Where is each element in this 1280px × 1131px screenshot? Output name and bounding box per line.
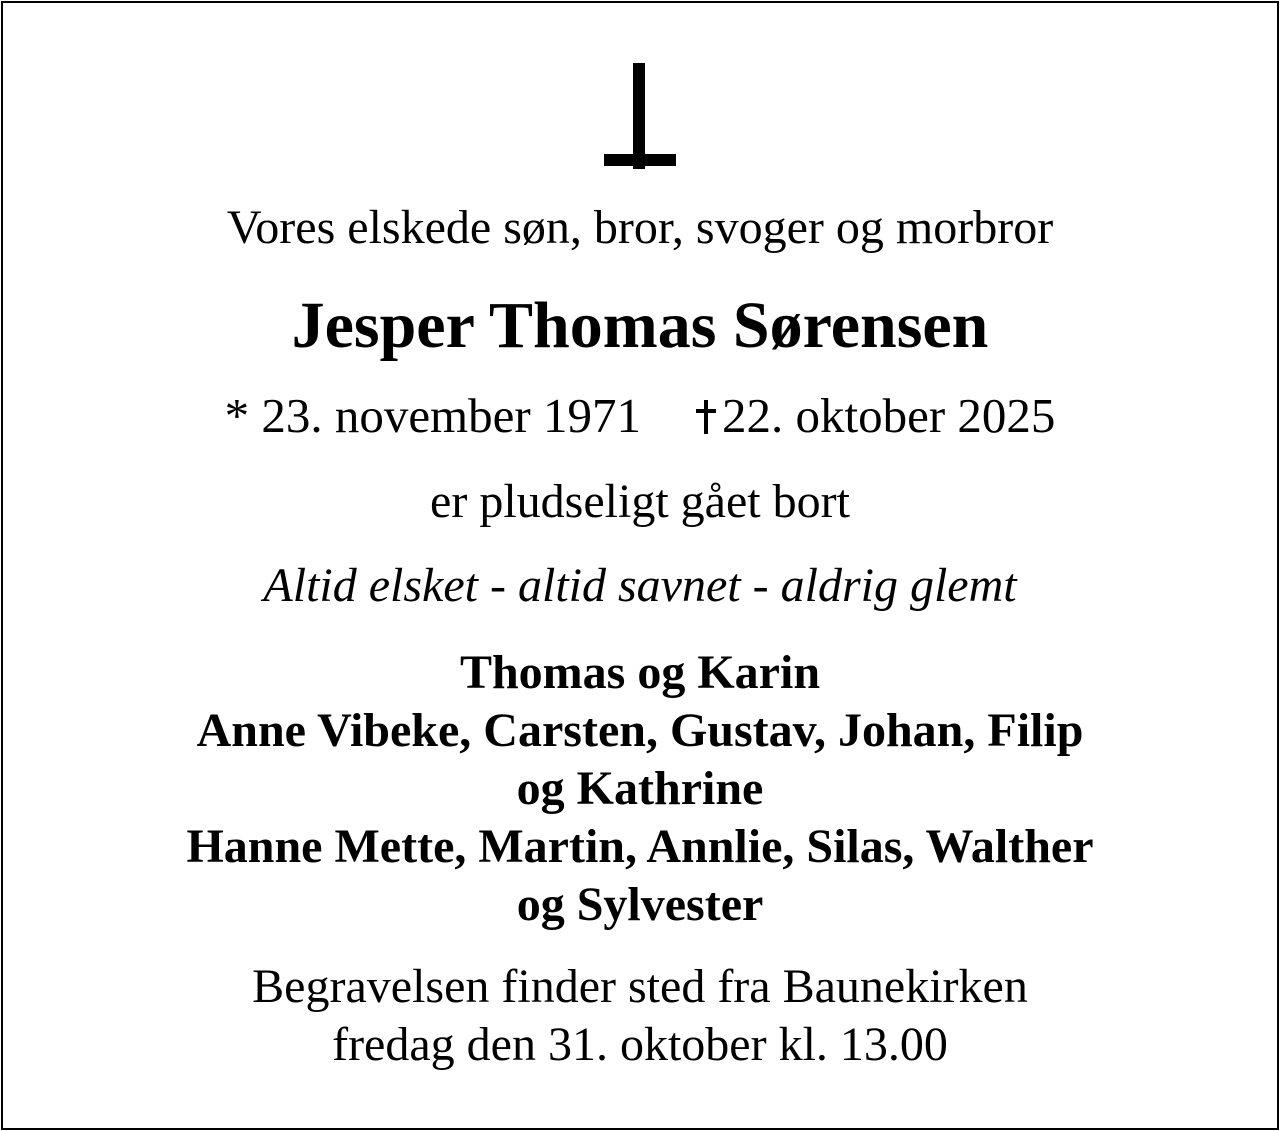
funeral-line: Begravelsen finder sted fra Baunekirken: [252, 960, 1028, 1013]
family-line: Hanne Mette, Martin, Annlie, Silas, Walther: [186, 820, 1094, 873]
motto-text: Altid elsket - altid savnet - aldrig glemt: [263, 559, 1017, 612]
cross-icon: [0, 63, 1280, 171]
family-line: og Kathrine: [516, 762, 764, 815]
death-cross-icon: [696, 400, 716, 434]
family-line: Anne Vibeke, Carsten, Gustav, Johan, Filip: [196, 704, 1084, 757]
family-line: Thomas og Karin: [459, 646, 821, 699]
funeral-info: [0, 958, 1280, 1074]
life-dates: [0, 388, 1280, 443]
funeral-line: fredag den 31. oktober kl. 13.00: [332, 1018, 948, 1071]
deceased-name: Jesper Thomas Sørensen: [291, 289, 989, 362]
birth-date: * 23. november 1971: [224, 388, 641, 443]
family-signatures: [0, 644, 1280, 934]
death-date: 22. oktober 2025: [722, 388, 1056, 443]
passed-text: er pludseligt gået bort: [430, 475, 850, 528]
family-line: og Sylvester: [516, 878, 764, 931]
intro-text: Vores elskede søn, bror, svoger og morbror: [226, 201, 1054, 254]
